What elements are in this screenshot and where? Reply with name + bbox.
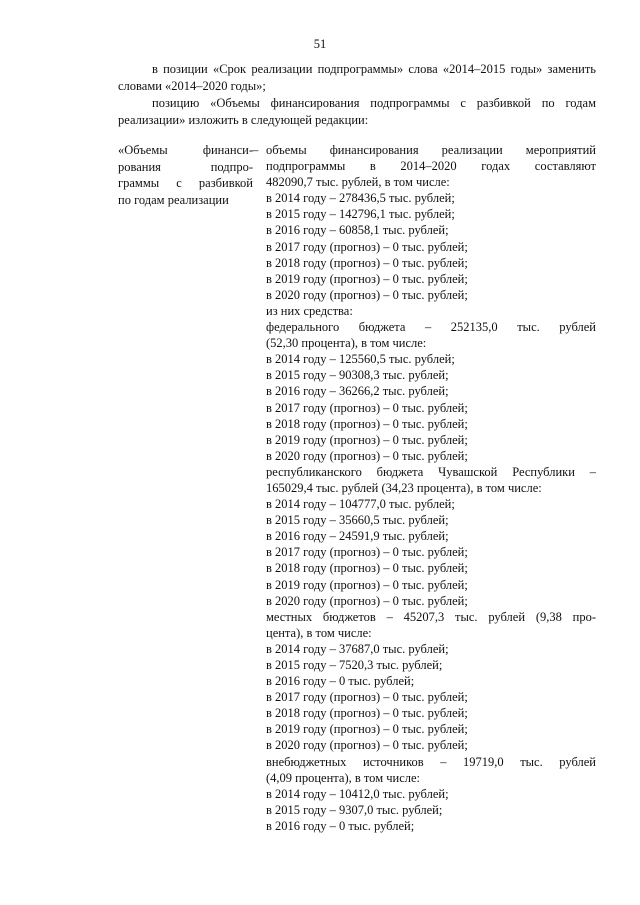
content-line: в 2015 году – 7520,3 тыс. рублей;: [266, 658, 443, 672]
content-line: в 2016 году – 36266,2 тыс. рублей;: [266, 384, 449, 399]
content-line: в 2019 году (прогноз) – 0 тыс. рублей;: [266, 577, 468, 592]
content-line: в 2018 году (прогноз) – 0 тыс. рублей;: [266, 416, 468, 431]
financing-label-cell: [118, 142, 253, 208]
label-dash: –: [252, 143, 259, 157]
content-line: в 2017 году (прогноз) – 0 тыс. рублей;: [266, 400, 468, 415]
content-line: в 2014 году – 104777,0 тыс. рублей;: [266, 497, 455, 512]
content-line: местных бюджетов – 45207,3 тыс. рублей (9,38 про-: [266, 609, 596, 624]
content-line: в 2014 году – 125560,5 тыс. рублей;: [266, 352, 455, 367]
content-line: в 2016 году – 24591,9 тыс. рублей;: [266, 529, 449, 544]
content-line: в 2020 году (прогноз) – 0 тыс. рублей;: [266, 738, 468, 753]
content-line: в 2018 году (прогноз) – 0 тыс. рублей;: [266, 255, 468, 270]
content-line: в 2016 году – 0 тыс. рублей;: [266, 818, 415, 833]
content-line: в 2015 году – 90308,3 тыс. рублей;: [266, 368, 449, 383]
content-line: в 2018 году (прогноз) – 0 тыс. рублей;: [266, 561, 468, 576]
content-line: (4,09 процента), в том числе:: [266, 770, 421, 785]
content-line: в 2019 году (прогноз) – 0 тыс. рублей;: [266, 722, 468, 737]
content-line: в 2015 году – 35660,5 тыс. рублей;: [266, 513, 449, 528]
content-line: республиканского бюджета Чувашской Республики –: [266, 464, 596, 479]
content-line: в 2015 году – 9307,0 тыс. рублей;: [266, 802, 443, 817]
content-line: в 2015 году – 142796,1 тыс. рублей;: [266, 207, 455, 222]
content-line: в 2018 году (прогноз) – 0 тыс. рублей;: [266, 706, 468, 721]
content-line: в 2014 году – 278436,5 тыс. рублей;: [266, 191, 455, 206]
page-number: 51: [313, 37, 327, 51]
label-line: «Объемы финанси-: [118, 143, 253, 157]
content-line: из них средства:: [266, 303, 353, 318]
content-line: в 2017 году (прогноз) – 0 тыс. рублей;: [266, 239, 468, 254]
content-line: в 2016 году – 0 тыс. рублей;: [266, 674, 415, 689]
content-line: федерального бюджета – 252135,0 тыс. рублей: [266, 320, 596, 335]
label-line: рования подпро-: [118, 159, 253, 174]
content-line: цента), в том числе:: [266, 625, 372, 640]
label-line: граммы с разбивкой: [118, 176, 253, 191]
content-line: подпрограммы в 2014–2020 годах составляют: [266, 159, 596, 174]
content-line: в 2014 году – 10412,0 тыс. рублей;: [266, 786, 449, 801]
content-line: в 2019 году (прогноз) – 0 тыс. рублей;: [266, 432, 468, 447]
content-line: 165029,4 тыс. рублей (34,23 процента), в том числе:: [266, 480, 542, 495]
content-line: объемы финансирования реализации мероприятий: [266, 143, 596, 157]
content-line: в 2017 году (прогноз) – 0 тыс. рублей;: [266, 690, 468, 705]
financing-content-cell: [266, 142, 596, 834]
content-line: в 2016 году – 60858,1 тыс. рублей;: [266, 223, 449, 238]
content-line: в 2020 году (прогноз) – 0 тыс. рублей;: [266, 448, 468, 463]
intro-paragraph-2: позицию «Объемы финансирования подпрограммы с разбивкой по годам реализации» изложить в следующей редакции:: [118, 96, 596, 127]
content-line: в 2020 году (прогноз) – 0 тыс. рублей;: [266, 593, 468, 608]
content-line: в 2017 году (прогноз) – 0 тыс. рублей;: [266, 545, 468, 560]
label-line: по годам реализации: [118, 192, 229, 207]
content-line: 482090,7 тыс. рублей, в том числе:: [266, 175, 450, 190]
intro-paragraph-1: в позиции «Срок реализации подпрограммы» слова «2014–2015 годы» заменить словами «2014–2020 годы»;: [118, 62, 596, 93]
content-line: в 2014 году – 37687,0 тыс. рублей;: [266, 641, 449, 656]
content-line: в 2019 году (прогноз) – 0 тыс. рублей;: [266, 271, 468, 286]
content-line: внебюджетных источников – 19719,0 тыс. рублей: [266, 754, 596, 769]
content-line: (52,30 процента), в том числе:: [266, 336, 427, 351]
content-line: в 2020 году (прогноз) – 0 тыс. рублей;: [266, 287, 468, 302]
